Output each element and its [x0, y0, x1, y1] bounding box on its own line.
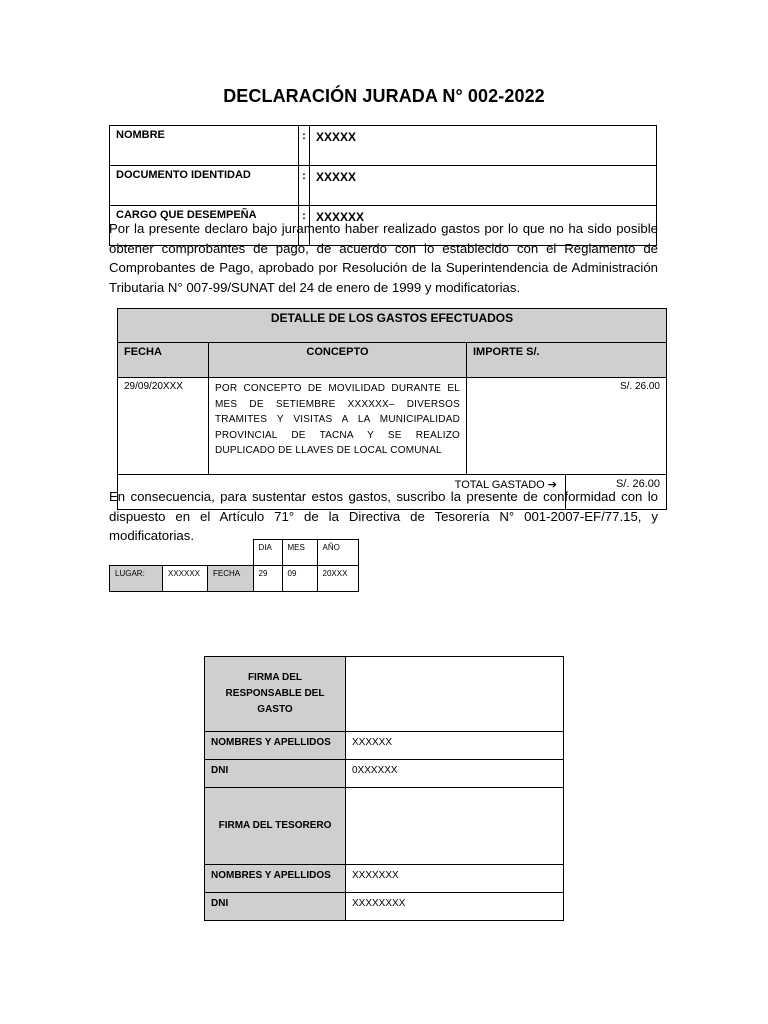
document-title: DECLARACIÓN JURADA N° 002-2022 [223, 86, 545, 106]
responsible-name-label: NOMBRES Y APELLIDOS [205, 732, 346, 760]
year-value: 20XXX [317, 566, 358, 592]
info-label: NOMBRE [110, 126, 299, 166]
treasurer-name-label: NOMBRES Y APELLIDOS [205, 865, 346, 893]
info-colon: : [299, 206, 310, 246]
treasurer-signature-box [346, 788, 564, 865]
treasurer-name-value: XXXXXXX [346, 865, 564, 893]
info-value: XXXXX [310, 126, 657, 166]
info-value: XXXXX [310, 166, 657, 206]
treasurer-dni-label: DNI [205, 893, 346, 921]
place-label: LUGAR: [110, 566, 163, 592]
info-colon: : [299, 126, 310, 166]
info-colon: : [299, 166, 310, 206]
column-header-fecha: FECHA [118, 343, 209, 378]
info-label: DOCUMENTO IDENTIDAD [110, 166, 299, 206]
conformity-paragraph: En consecuencia, para sustentar estos gastos, suscribo la presente de conformidad con lo dispuesto en el Artículo 71° de la Directiva de Tesorería N° 001-2007-EF/77.15, y modificatorias. [109, 489, 658, 543]
column-header-importe: IMPORTE S/. [467, 343, 667, 378]
treasurer-signature-label: FIRMA DEL TESORERO [205, 788, 346, 865]
responsible-signature-label: FIRMA DEL RESPONSABLE DEL GASTO [205, 657, 346, 732]
total-value: S/. 26.00 [615, 478, 660, 490]
day-value: 29 [253, 566, 282, 592]
treasurer-dni-value: XXXXXXXX [346, 893, 564, 921]
place-value: XXXXXX [163, 566, 208, 592]
responsible-dni-value: 0XXXXXX [346, 760, 564, 788]
day-header: DIA [253, 540, 282, 566]
info-value: XXXXXX [310, 206, 657, 246]
month-header: MES [282, 540, 317, 566]
info-row-documento [110, 166, 657, 206]
expense-date: 29/09/20XXX [118, 378, 209, 475]
column-header-concepto: CONCEPTO [209, 343, 467, 378]
year-header: AÑO [317, 540, 358, 566]
info-label: CARGO QUE DESEMPEÑA [110, 206, 299, 246]
total-label: TOTAL GASTADO ➔ [118, 475, 566, 509]
expenses-heading: DETALLE DE LOS GASTOS EFECTUADOS [118, 309, 667, 343]
date-label: FECHA [208, 566, 254, 592]
table-row [118, 378, 667, 475]
expense-concept: POR CONCEPTO DE MOVILIDAD DURANTE EL MES DE SETIEMBRE XXXXXX– DIVERSOS TRAMITES Y VISITAS A LA MUNICIPALIDAD PROVINCIAL DE TACNA Y SE REALIZO DUPLICADO DE LLAVES DE LOCAL COMUNAL [209, 378, 467, 475]
place-date-table [109, 539, 359, 592]
info-row-nombre [110, 126, 657, 166]
responsible-signature-box [346, 657, 564, 732]
responsible-name-value: XXXXXX [346, 732, 564, 760]
month-value: 09 [282, 566, 317, 592]
declaration-paragraph: Por la presente declaro bajo juramento haber realizado gastos por lo que no ha sido posible obtener comprobantes de pago, de acuerdo con lo establecido con el Reglamento de Comprobantes de Pago, aprobado por Resolución de la Superintendencia de Administración Tributaria N° 007-99/SUNAT del 24 de enero de 1999 y modificatorias. [109, 221, 658, 295]
responsible-dni-label: DNI [205, 760, 346, 788]
expenses-detail-table [117, 308, 667, 510]
expense-amount: S/. 26.00 [467, 378, 667, 475]
signatures-table [204, 656, 564, 921]
